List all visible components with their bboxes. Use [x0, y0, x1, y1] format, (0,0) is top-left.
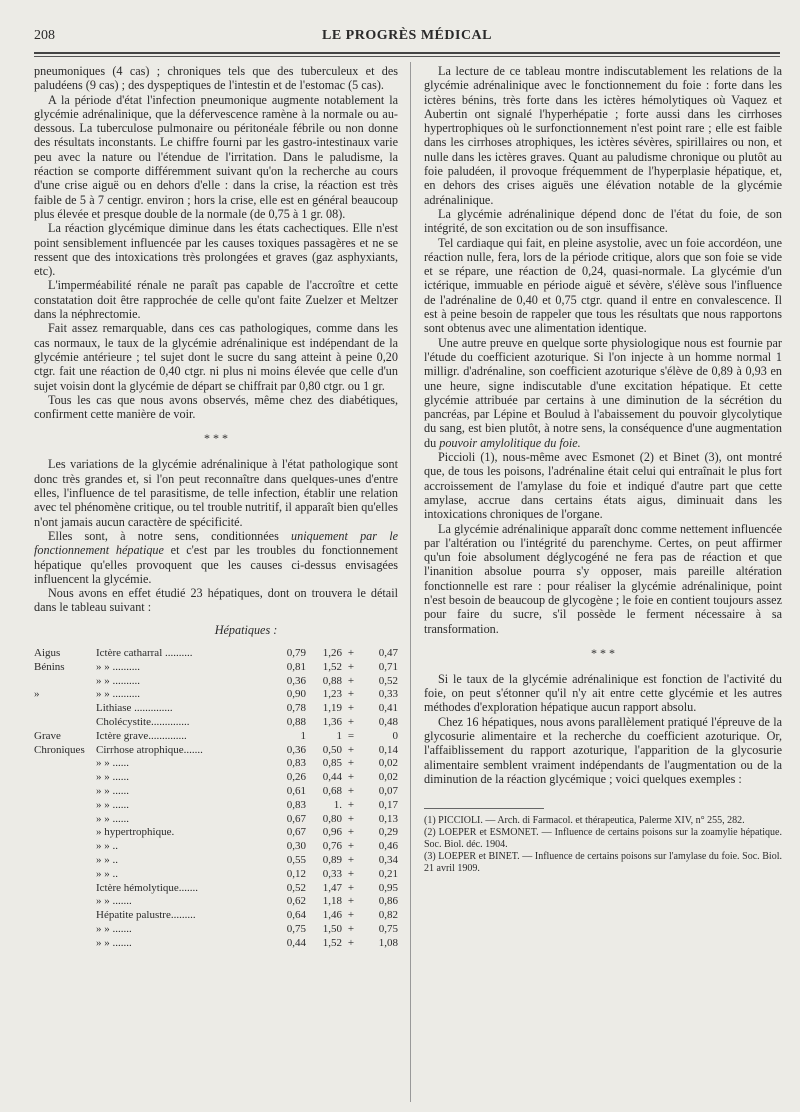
- table-title: Hépatiques :: [214, 622, 278, 637]
- table-cell: 0,52: [286, 881, 306, 894]
- table-cell: » » ..........: [96, 688, 140, 701]
- table-cell: » » ..: [96, 840, 118, 853]
- table-cell: 0,46: [378, 840, 398, 853]
- table-cell: 0,13: [378, 812, 398, 825]
- table-row: [34, 868, 398, 882]
- table-cell: 0,07: [378, 784, 398, 797]
- table-cell: [34, 716, 96, 730]
- table-cell: 0,12: [286, 867, 306, 880]
- table-cell: +: [347, 688, 355, 701]
- table-cell: [34, 882, 96, 896]
- table-cell: 0,29: [378, 826, 398, 839]
- emphasis: uniquement par le fonctionnement hépatique: [34, 528, 398, 558]
- table-cell: 0,68: [322, 784, 342, 797]
- emphasis: pouvoir amylolitique du foie.: [439, 435, 581, 450]
- table-cell: » » ......: [96, 771, 129, 784]
- table-row: [34, 826, 398, 840]
- table-cell: 1,47: [322, 881, 342, 894]
- table-cell: 0,89: [322, 853, 342, 866]
- table-cell: 0,50: [322, 743, 342, 756]
- footnote: (2) LOEPER et ESMONET. — Influence de certains poisons sur la zoamylie hépatique. Soc. Biol. déc. 1904.: [424, 827, 782, 851]
- table-cell: +: [347, 867, 355, 880]
- table-cell: 1,36: [322, 715, 342, 728]
- table-cell: » » .......: [96, 936, 132, 949]
- table-cell: 0,83: [286, 798, 306, 811]
- table-cell: Bénins: [34, 660, 65, 673]
- journal-title: LE PROGRÈS MÉDICAL: [321, 28, 493, 43]
- table-row: [34, 785, 398, 799]
- table-cell: 0,88: [322, 674, 342, 687]
- table-row: [34, 647, 398, 661]
- paragraph: L'imperméabilité rénale ne paraît pas capable de l'accroître et cette constatation doit être rapprochée de celle qu'ont faite Zuelzer et Meltzer dans la néphrectomie.: [34, 278, 398, 322]
- table-cell: 0,76: [322, 840, 342, 853]
- table-cell: 0,02: [378, 757, 398, 770]
- table-cell: 0,81: [286, 660, 306, 673]
- table-cell: 0,47: [378, 646, 398, 659]
- table-cell: [34, 868, 96, 882]
- table-cell: +: [347, 853, 355, 866]
- table-cell: 0,34: [378, 853, 398, 866]
- table-cell: +: [347, 674, 355, 687]
- table-cell: 0,83: [286, 757, 306, 770]
- table-cell: 0,88: [286, 715, 306, 728]
- table-cell: Chroniques: [34, 743, 85, 756]
- table-cell: 0,61: [286, 784, 306, 797]
- table-cell: 0,79: [286, 646, 306, 659]
- table-cell: 0,36: [286, 674, 306, 687]
- table-row: [34, 702, 398, 716]
- table-cell: +: [347, 660, 355, 673]
- paragraph: Les variations de la glycémie adrénalinique à l'état pathologique sont donc très grandes et, si l'on peut reconnaître dans quelques-unes d'entre elles, l'influence de tel parasitisme, de telle infection, établir une relation avec tel phénomène critique, ou tel trouble nutritif, il apparaît bien qu'elles n'ont jamais aucun caractère de spécificité.: [34, 457, 398, 529]
- table-cell: 0,33: [378, 688, 398, 701]
- table-cell: +: [347, 909, 355, 922]
- table-cell: +: [347, 812, 355, 825]
- table-cell: » » ..........: [96, 674, 140, 687]
- table-row: [34, 661, 398, 675]
- table-row: [34, 757, 398, 771]
- table-cell: 0,82: [378, 909, 398, 922]
- paragraph: Nous avons en effet étudié 23 hépatiques, dont on trouvera le détail dans le tableau suivant :: [34, 586, 398, 615]
- table-cell: 0,36: [286, 743, 306, 756]
- table-cell: [34, 785, 96, 799]
- table-cell: Cirrhose atrophique.......: [96, 743, 203, 756]
- table-cell: +: [347, 895, 355, 908]
- table-cell: 0,44: [286, 936, 306, 949]
- table-cell: +: [347, 757, 355, 770]
- table-row: [34, 716, 398, 730]
- table-row: [34, 730, 398, 744]
- table-cell: 0,33: [322, 867, 342, 880]
- column-separator: [410, 62, 411, 1102]
- table-cell: 0,52: [378, 674, 398, 687]
- table-cell: 0,85: [322, 757, 342, 770]
- table-cell: 0: [392, 729, 398, 742]
- table-cell: Lithiase ..............: [96, 702, 173, 715]
- table-cell: [34, 771, 96, 785]
- footnote-rule: [424, 808, 544, 809]
- table-cell: [34, 909, 96, 923]
- table-row: [34, 937, 398, 951]
- table-cell: +: [347, 881, 355, 894]
- table-cell: +: [347, 798, 355, 811]
- table-cell: » » ..........: [96, 660, 140, 673]
- table-cell: » » ......: [96, 812, 129, 825]
- table-cell: [34, 840, 96, 854]
- paragraph: La glycémie adrénalinique apparaît donc comme nettement influencée par l'altération ou l'intégrité du parenchyme. Certes, on peut affirmer qu'un foie absolument déglycogéné ne fera pas de réaction et que l'inanition absolue pourra s'y opposer, mais pareille altération fonctionnelle est rare : pour réaliser la glycémie adrénalinique, point n'est besoin de beaucoup de glycogène ; le foie en contient toujours assez pour faire du sucre, s'il possède le ferment nécessaire à sa transformation.: [424, 521, 782, 636]
- table-row: [34, 882, 398, 896]
- paragraph: La glycémie adrénalinique dépend donc de l'état du foie, de son intégrité, de son excitation ou de son insuffisance.: [424, 206, 782, 236]
- table-cell: 1,19: [322, 702, 342, 715]
- table-cell: 0,71: [378, 660, 398, 673]
- table-cell: +: [347, 826, 355, 839]
- table-cell: =: [347, 729, 355, 742]
- table-cell: +: [347, 922, 355, 935]
- table-row: [34, 854, 398, 868]
- left-column: [34, 64, 398, 951]
- table-cell: [34, 799, 96, 813]
- table-cell: 1,08: [378, 936, 398, 949]
- table-cell: 0,96: [322, 826, 342, 839]
- table-cell: +: [347, 840, 355, 853]
- table-cell: 1,50: [322, 922, 342, 935]
- paragraph: Elles sont, à notre sens, conditionnées uniquement par le fonctionnement hépatique et c'est par les troubles du fonctionnement hépatique qu'elles provoquent que les causes ci-dessus envisagées influencent la glycémie.: [34, 528, 399, 586]
- table-cell: 0,75: [286, 922, 306, 935]
- table-row: [34, 688, 398, 702]
- paragraph: Tel cardiaque qui fait, en pleine asystolie, avec un foie accordéon, une réaction nulle, fera, lors de la période critique, alors que son foie se vide et se répare, une réaction de 0,24, quasi-normale. La glycémie d'un ictérique, immuable en période aiguë et sévère, s'élève sous l'influence de l'adrénaline de 0,40 et 0,75 ctgr. quand il entre en convalescence. Il est à peine besoin de rappeler que tous les résultats que nous rapportons sont obtenus avec une alimentation identique.: [424, 235, 782, 336]
- table-cell: [34, 895, 96, 909]
- table-cell: Ictère catharral ..........: [96, 646, 193, 659]
- table-cell: 1,26: [322, 646, 342, 659]
- table-row: [34, 675, 398, 689]
- table-cell: [34, 675, 96, 689]
- table-cell: [34, 813, 96, 827]
- table-cell: » hypertrophique.: [96, 826, 175, 839]
- header-rule: [34, 52, 780, 54]
- table-cell: +: [347, 784, 355, 797]
- paragraph: Chez 16 hépatiques, nous avons parallèlement pratiqué l'épreuve de la glycosurie alimentaire et la recherche du coefficient azoturique. Or, l'affaiblissement du rapport azoturique, l'apparition de la glycosurie alimentaire semblent vraiment indépendants de l'augmentation ou de la diminution de la réaction glycémique ; voici quelques exemples :: [424, 714, 782, 786]
- table-cell: Hépatite palustre.........: [96, 909, 196, 922]
- table-cell: » » ..: [96, 867, 118, 880]
- right-column: [424, 64, 782, 875]
- table-cell: Aigus: [34, 646, 61, 659]
- table-cell: +: [347, 771, 355, 784]
- table-cell: 0,67: [286, 826, 306, 839]
- table-cell: [34, 826, 96, 840]
- table-row: [34, 799, 398, 813]
- table-cell: 0,64: [286, 909, 306, 922]
- footnote: (3) LOEPER et BINET. — Influence de certains poisons sur l'amylase du foie. Soc. Biol. 21 avril 1909.: [424, 851, 782, 875]
- table-cell: »: [34, 688, 40, 701]
- table-cell: » » ......: [96, 757, 129, 770]
- table-cell: +: [347, 715, 355, 728]
- table-cell: 0,86: [378, 895, 398, 908]
- table-cell: 0,55: [286, 853, 306, 866]
- table-cell: Grave: [34, 729, 61, 742]
- paragraph: La lecture de ce tableau montre indiscutablement les relations de la glycémie adrénalinique avec le fonctionnement du foie : forte dans les ictères bénins, très forte dans les ictères hémolytiques où Vaquez et Aubertin ont signalé l'hyperhépatie ; forte aussi dans les cirrhoses hypertrophiques où le surfonctionnement n'est point rare ; elle est faible dans les cirrhoses atrophiques, les ictères sévères, spirillaires ou non, et nulle dans les ictères graves. Quant au paludisme chronique ou plutôt au foie paludéen, il provoque fréquemment de l'hyperplasie hépatique, et, en dehors des crises aiguës une élévation notable de la glycémie adrénalinique.: [424, 64, 782, 207]
- table-cell: 1,18: [322, 895, 342, 908]
- table-cell: 0,80: [322, 812, 342, 825]
- table-cell: 1,52: [322, 936, 342, 949]
- table-cell: 0,78: [286, 702, 306, 715]
- table-cell: 1,46: [322, 909, 342, 922]
- table-cell: » » .......: [96, 922, 132, 935]
- table-row: [34, 895, 398, 909]
- table-cell: [34, 854, 96, 868]
- table-cell: 0,14: [378, 743, 398, 756]
- paragraph: La réaction glycémique diminue dans les états cachectiques. Elle n'est point sensiblement influencée par les causes toxiques passagères et ne se ressent que des intoxications très prolongées et graves (gaz asphyxiants, etc).: [34, 221, 398, 279]
- table-row: [34, 923, 398, 937]
- table-cell: » » ..: [96, 853, 118, 866]
- table-cell: +: [347, 743, 355, 756]
- section-stars: * * *: [204, 431, 228, 446]
- table-cell: 1,52: [322, 660, 342, 673]
- table-cell: 0,48: [378, 715, 398, 728]
- table-cell: +: [347, 646, 355, 659]
- paragraph: Une autre preuve en quelque sorte physiologique nous est fournie par l'étude du coefficient azoturique. Si l'on injecte à un homme normal 1 milligr. d'adrénaline, son coefficient azoturique s'élève de 0,89 à 0,93 en une heure, signe indiscutable d'une excitation hépatique. Et cette glycémie attribuée par certains à une diminution de la sécrétion du pancréas, par Lépine et Boulud à l'abaissement du pouvoir glycolytique du sang, est bien plutôt, à notre sens, la conséquence d'une augmentation du pouvoir amylolitique du foie.: [424, 335, 782, 450]
- paragraph: A la période d'état l'infection pneumonique augmente notablement la glycémie adrénalinique, que la défervescence ramène à la normale ou au-dessous. La tuberculose pulmonaire ou péritonéale fébrile ou non donne des résultats inconstants. Le chiffre fourni par les gastro-intestinaux varie peu avec la nature ou l'étendue de l'irritation. Dans le paludisme, la réaction se comporte différemment suivant qu'on la recherche au cours d'une crise aiguë ou en dehors d'elle : dans la crise, la réaction est très faible de 5 à 7 centigr. environ ; hors la crise, elle est en général beaucoup plus élevée et presque double de la normale (de 0,75 à 1 gr. 08).: [34, 92, 398, 221]
- table-row: [34, 909, 398, 923]
- table-cell: 0,62: [286, 895, 306, 908]
- table-cell: 0,21: [378, 867, 398, 880]
- paragraph: Fait assez remarquable, dans ces cas pathologiques, comme dans les cas normaux, le taux de la glycémie adrénalinique est indépendant de la glycémie antérieure ; tel sujet dont le sucre du sang atteint à peine 0,20 ctgr. fait une réaction de 0,40 ctgr. ni plus ni moins élevée que celle d'un sujet voisin dont la glycémie de départ se chiffrait par 0,80 ctgr. ou 1 gr.: [34, 321, 398, 393]
- table-cell: [34, 757, 96, 771]
- table-cell: 0,02: [378, 771, 398, 784]
- table-cell: 0,95: [378, 881, 398, 894]
- table-cell: 0,75: [378, 922, 398, 935]
- table-cell: +: [347, 936, 355, 949]
- hepatic-table: [34, 647, 398, 951]
- table-row: [34, 771, 398, 785]
- table-cell: Ictère grave..............: [96, 729, 187, 742]
- table-row: [34, 813, 398, 827]
- table-cell: 1.: [333, 798, 342, 811]
- page-header: [34, 28, 780, 48]
- table-cell: [34, 923, 96, 937]
- table-cell: » » ......: [96, 798, 129, 811]
- table-cell: 1,23: [322, 688, 342, 701]
- table-row: [34, 840, 398, 854]
- paragraph: pneumoniques (4 cas) ; chroniques tels que des tuberculeux et des paludéens (9 cas) ; des dyspeptiques de l'intestin et de l'estomac (5 cas).: [34, 64, 398, 93]
- table-cell: 0,67: [286, 812, 306, 825]
- section-stars: * * *: [591, 645, 615, 660]
- page-number: 208: [34, 28, 55, 43]
- paragraph: Tous les cas que nous avons observés, même chez des diabétiques, confirment cette manière de voir.: [34, 392, 398, 422]
- table-cell: » » ......: [96, 784, 129, 797]
- footnote: (1) PICCIOLI. — Arch. di Farmacol. et thérapeutica, Palerme XIV, n° 255, 282.: [424, 815, 745, 827]
- table-row: [34, 744, 398, 758]
- table-cell: 0,90: [286, 688, 306, 701]
- table-cell: +: [347, 702, 355, 715]
- paragraph: Piccioli (1), nous-même avec Esmonet (2) et Binet (3), ont montré que, de tous les poisons, l'adrénaline était celui qui entraînait le plus fort accroissement de l'amylase du foie et indiqué d'autre part que cette amylase, accrue dans certains états aigus, diminuait dans les intoxications chroniques de l'organe.: [424, 450, 782, 522]
- paragraph: Si le taux de la glycémie adrénalinique est fonction de l'activité du foie, on peut s'étonner qu'il n'y ait entre cette glycémie et les autres méthodes d'exploration hépatique aucun rapport absolu.: [424, 671, 782, 715]
- table-cell: » » .......: [96, 895, 132, 908]
- table-cell: Ictère hémolytique.......: [96, 881, 199, 894]
- header-rule-thin: [34, 56, 780, 57]
- table-cell: 0,26: [286, 771, 306, 784]
- table-cell: Cholécystite..............: [96, 715, 190, 728]
- table-cell: 1: [300, 729, 306, 742]
- table-cell: 0,30: [286, 840, 306, 853]
- table-cell: [34, 937, 96, 951]
- table-cell: [34, 702, 96, 716]
- table-cell: 0,41: [378, 702, 398, 715]
- table-cell: 0,44: [322, 771, 342, 784]
- table-cell: 0,17: [378, 798, 398, 811]
- table-cell: 1: [336, 729, 342, 742]
